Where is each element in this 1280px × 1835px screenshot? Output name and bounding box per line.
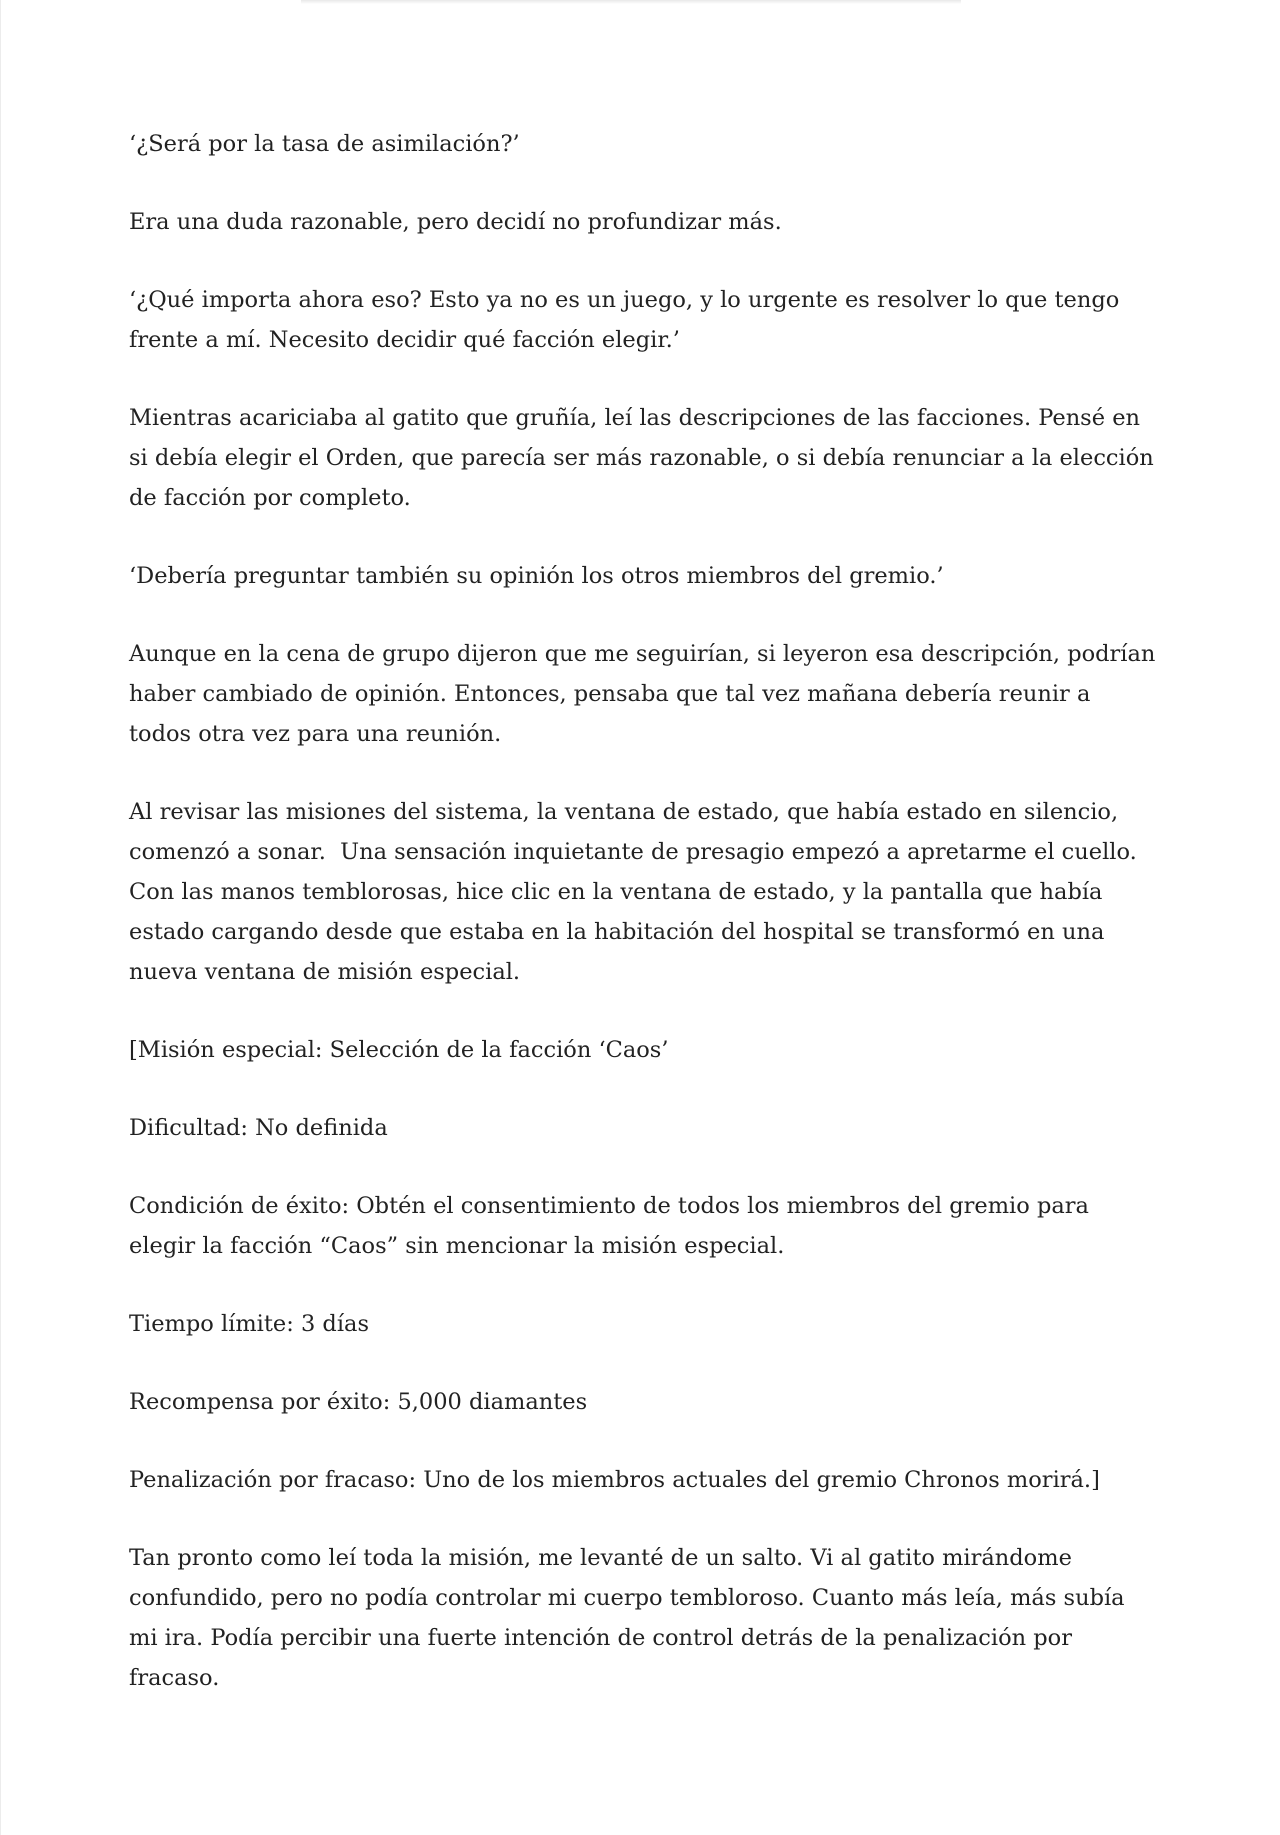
mission-penalty: Penalización por fracaso: Uno de los miembros actuales del gremio Chronos morirá.] — [129, 1467, 1100, 1493]
paragraph-reaction: Tan pronto como leí toda la misión, me levanté de un salto. Vi al gatito mirándome confundido, pero no podía controlar mi cuerpo tembloroso. Cuanto más leía, más subía mi ira. Podía percibir una fuerte intención de control detrás de la penalización por fracaso. — [129, 1545, 1132, 1691]
paragraph-group-dinner: Aunque en la cena de grupo dijeron que me seguirían, si leyeron esa descripción, podrían haber cambiado de opinión. Entonces, pensaba que tal vez mañana debería reunir a todos otra vez para una reunión. — [129, 641, 1163, 747]
paragraph-thought-guild-opinion: ‘Debería preguntar también su opinión los otros miembros del gremio.’ — [129, 563, 944, 589]
paragraph-status-window: Al revisar las misiones del sistema, la ventana de estado, que había estado en silencio, comenzó a sonar. Una sensación inquietante de presagio empezó a apretarme el cuello. Con las manos temblorosas, hice clic en la ventana de estado, y la pantalla que había estado cargando desde que estaba en la habitación del hospital se transformó en una nueva ventana de misión especial. — [129, 799, 1144, 985]
mission-title: [Misión especial: Selección de la facción ‘Caos’ — [129, 1037, 669, 1063]
paragraph-thought-assimilation: ‘¿Será por la tasa de asimilación?’ — [129, 131, 520, 157]
mission-reward: Recompensa por éxito: 5,000 diamantes — [129, 1389, 588, 1415]
document-body — [129, 124, 1163, 1736]
mission-difficulty: Dificultad: No definida — [129, 1115, 388, 1141]
paragraph-thought-faction: ‘¿Qué importa ahora eso? Esto ya no es un juego, y lo urgente es resolver lo que tengo frente a mí. Necesito decidir qué facción elegir.’ — [129, 287, 1127, 353]
mission-time-limit: Tiempo límite: 3 días — [129, 1311, 369, 1337]
paragraph-reasonable-doubt: Era una duda razonable, pero decidí no profundizar más. — [129, 209, 782, 235]
mission-success-condition: Condición de éxito: Obtén el consentimiento de todos los miembros del gremio para elegir la facción “Caos” sin mencionar la misión especial. — [129, 1193, 1097, 1259]
page-top-edge — [301, 0, 961, 4]
paragraph-faction-descriptions: Mientras acariciaba al gatito que gruñía, leí las descripciones de las facciones. Pensé en si debía elegir el Orden, que parecía ser más razonable, o si debía renunciar a la elección de facción por completo. — [129, 405, 1161, 511]
